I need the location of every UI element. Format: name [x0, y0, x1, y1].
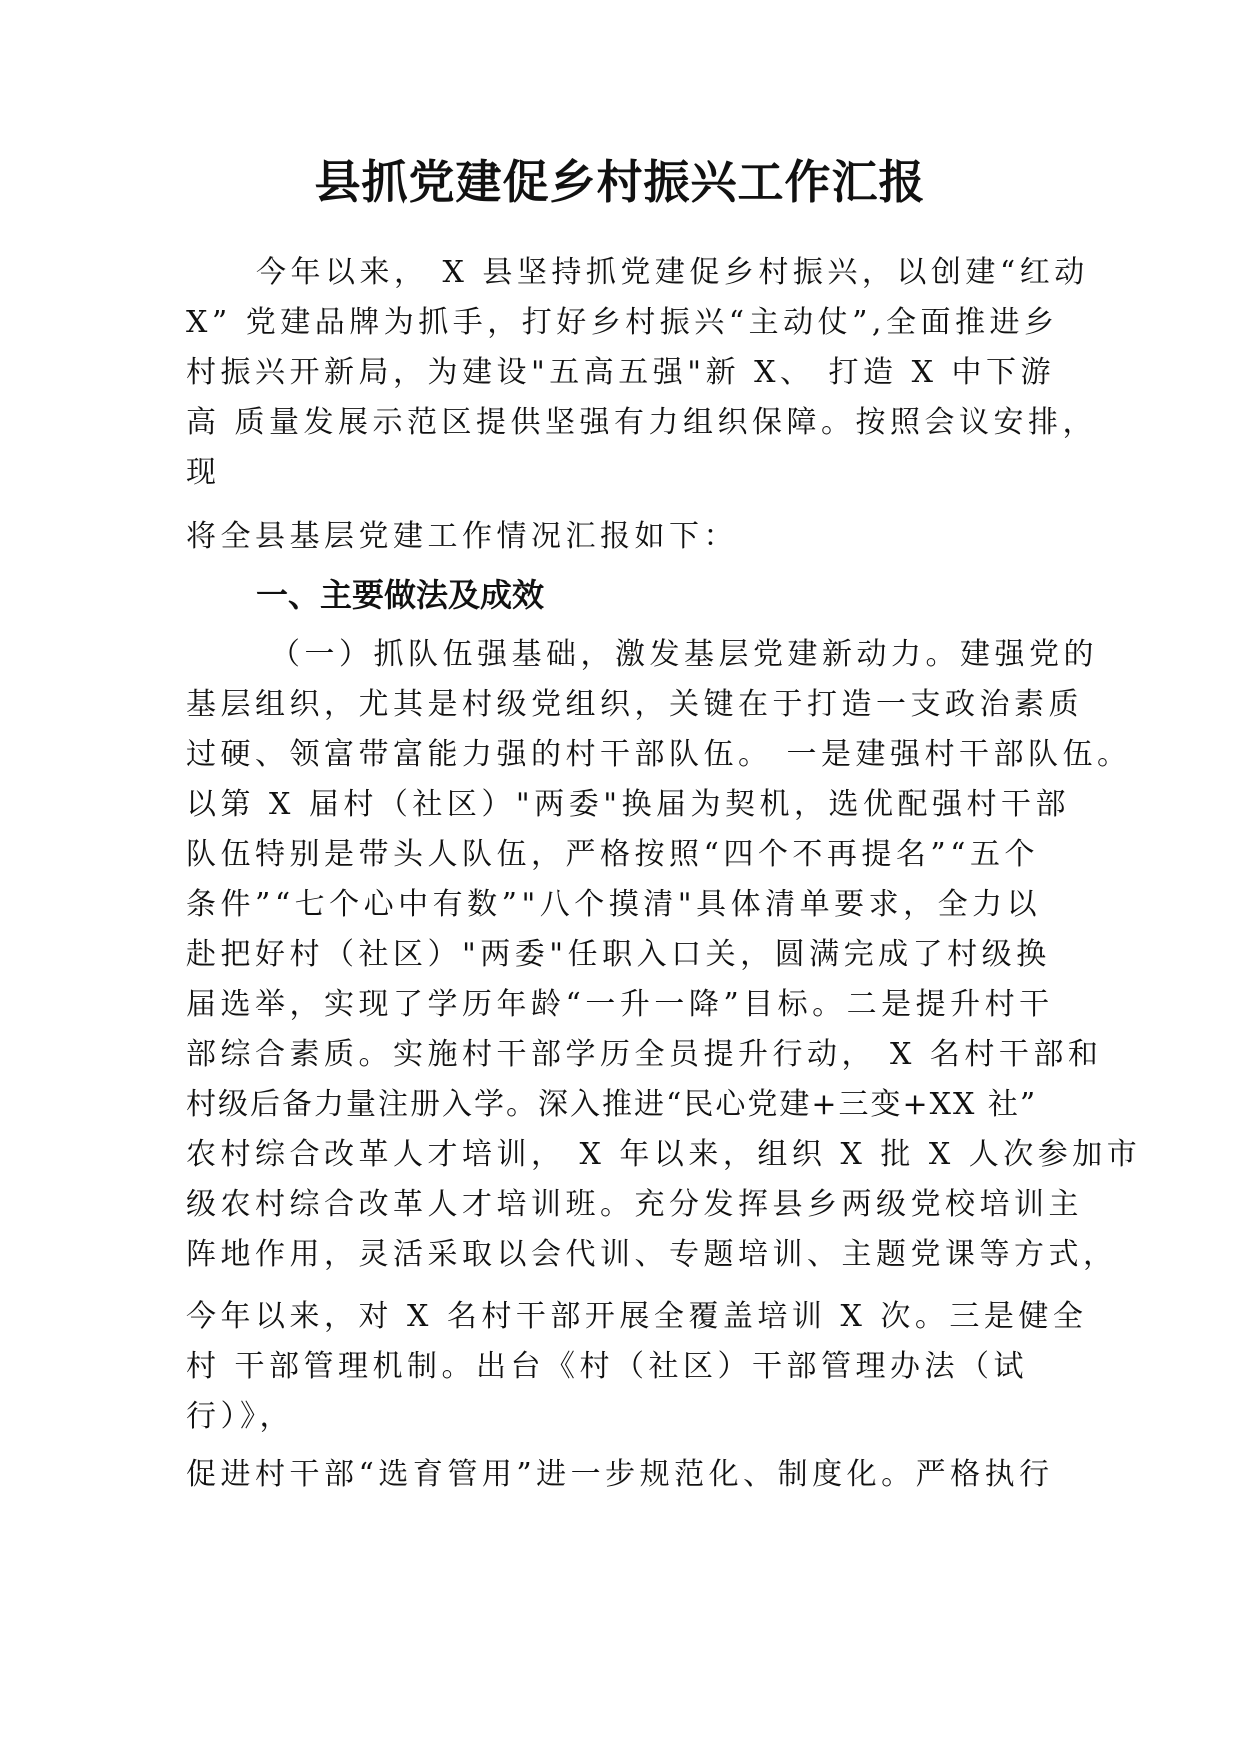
paragraph-line: 村振兴开新局，为建设"五高五强"新 X、 打造 X 中下游 — [186, 355, 1055, 390]
paragraph-line: 高 质量发展示范区提供坚强有力组织保障。按照会议安排， — [186, 405, 1098, 440]
paragraph-line: 届选举，实现了学历年龄“一升一降”目标。二是提升村干 — [186, 987, 1054, 1022]
paragraph-line: 现 — [186, 455, 221, 490]
paragraph-line: X” 党建品牌为抓手，打好乡村振兴“主动仗”,全面推进乡 — [186, 305, 1059, 340]
section-heading: 一、主要做法及成效 — [256, 576, 545, 614]
paragraph-line: 今年以来， X 县坚持抓党建促乡村振兴，以创建“红动 — [256, 255, 1089, 290]
paragraph-line: 队伍特别是带头人队伍，严格按照“四个不再提名”“五个 — [186, 837, 1040, 872]
paragraph-line: 村级后备力量注册入学。深入推进“民心党建+三变+XX 社” — [186, 1087, 1038, 1122]
document-title: 县抓党建促乡村振兴工作汇报 — [314, 155, 926, 209]
paragraph-line: 过硬、领富带富能力强的村干部队伍。 一是建强村干部队伍。 — [186, 737, 1132, 772]
paragraph-line: 基层组织，尤其是村级党组织，关键在于打造一支政治素质 — [186, 687, 1083, 722]
paragraph-line: 级农村综合改革人才培训班。充分发挥县乡两级党校培训主 — [186, 1187, 1083, 1222]
paragraph-line: （一）抓队伍强基础，激发基层党建新动力。建强党的 — [270, 637, 1098, 672]
paragraph-line: 阵地作用，灵活采取以会代训、专题培训、主题党课等方式， — [186, 1237, 1118, 1272]
paragraph-line: 农村综合改革人才培训， X 年以来，组织 X 批 X 人次参加市 — [186, 1137, 1142, 1172]
paragraph-line: 赴把好村（社区）"两委"任职入口关，圆满完成了村级换 — [186, 937, 1051, 972]
paragraph-line: 将全县基层党建工作情况汇报如下： — [186, 519, 738, 554]
paragraph-line: 条件”“七个心中有数”"八个摸清"具体清单要求，全力以 — [186, 887, 1042, 922]
paragraph-line: 行）》， — [186, 1399, 294, 1434]
paragraph-line: 村 干部管理机制。出台《村（社区）干部管理办法（试 — [186, 1349, 1029, 1384]
paragraph-line: 促进村干部“选育管用”进一步规范化、制度化。严格执行 — [186, 1457, 1054, 1492]
paragraph-line: 部综合素质。实施村干部学历全员提升行动， X 名村干部和 — [186, 1037, 1103, 1072]
paragraph-line: 今年以来，对 X 名村干部开展全覆盖培训 X 次。三是健全 — [186, 1299, 1088, 1334]
paragraph-line: 以第 X 届村（社区）"两委"换届为契机，选优配强村干部 — [186, 787, 1071, 822]
